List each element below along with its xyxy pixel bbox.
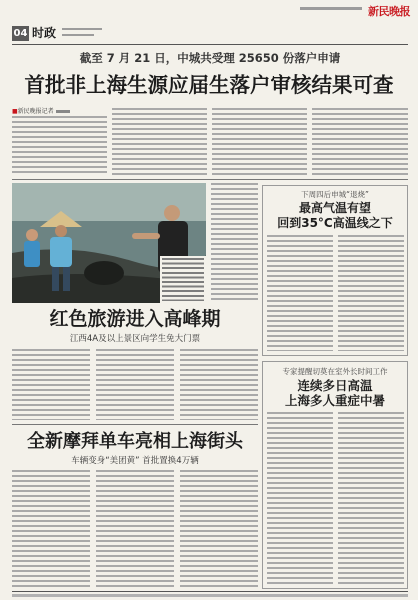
red-tourism-column-2	[96, 349, 174, 420]
lead-story-column-3	[212, 108, 307, 176]
lead-story-headline: 首批非上海生源应届生落户审核结果可查	[24, 73, 394, 97]
issue-date-text	[300, 7, 362, 10]
section-title: 时政	[32, 26, 57, 40]
heatstroke-story-headline-line-2: 上海多人重症中暑	[284, 393, 385, 408]
weather-story-box	[262, 185, 408, 356]
photo-caption-text	[162, 258, 204, 301]
byline-name	[56, 110, 70, 113]
lead-story-column-4	[312, 108, 408, 176]
footer-imprint-text	[12, 594, 408, 597]
lead-story-byline	[12, 108, 70, 115]
designer-credit-text	[62, 34, 94, 36]
heatstroke-story-column-2	[338, 412, 404, 584]
heatstroke-story-column-1	[267, 412, 333, 584]
heatstroke-story-headline-line-1: 连续多日高温	[297, 378, 373, 393]
mobike-subheadline: 车辆变身“美团黄” 首批置换4万辆	[71, 456, 199, 466]
photo-caption	[160, 256, 206, 303]
editor-credit-text	[62, 28, 102, 30]
lead-story-continuation-column	[211, 183, 258, 303]
weather-story-column-2	[338, 235, 404, 351]
mobike-headline: 全新摩拜单车亮相上海街头	[27, 431, 243, 452]
header-rule	[12, 44, 408, 45]
weather-story-kicker: 下周四后申城“退烧”	[301, 190, 369, 199]
lead-story-column-1	[12, 116, 107, 176]
heatstroke-story-kicker: 专家提醒切莫在室外长时间工作	[282, 367, 388, 376]
mobike-column-1	[12, 470, 90, 588]
red-tourism-headline: 红色旅游进入高峰期	[49, 308, 221, 330]
page-number: 04	[13, 28, 28, 39]
mobike-column-2	[96, 470, 174, 588]
byline-text: 新民晚报记者	[17, 108, 54, 115]
lead-story-column-2	[112, 108, 207, 176]
weather-story-headline-line-1: 最高气温有望	[298, 201, 371, 215]
byline-marker: ■	[12, 108, 18, 115]
red-tourism-column-3	[180, 349, 258, 420]
weather-story-headline-line-2: 回到35°C高温线之下	[277, 216, 393, 230]
mobike-column-3	[180, 470, 258, 588]
red-tourism-subheadline: 江西4A及以上景区向学生免大门票	[69, 334, 201, 344]
lead-story-rule	[12, 179, 408, 180]
weather-story-column-1	[267, 235, 333, 351]
red-tourism-column-1	[12, 349, 90, 420]
footer-rule	[12, 591, 408, 592]
newspaper-logo: 新民晚报	[368, 5, 410, 18]
heatstroke-story-box	[262, 361, 408, 589]
lead-story-kicker: 截至 7 月 21 日，中城共受理 25650 份落户申请	[79, 51, 341, 65]
story-divider-rule	[12, 424, 258, 425]
